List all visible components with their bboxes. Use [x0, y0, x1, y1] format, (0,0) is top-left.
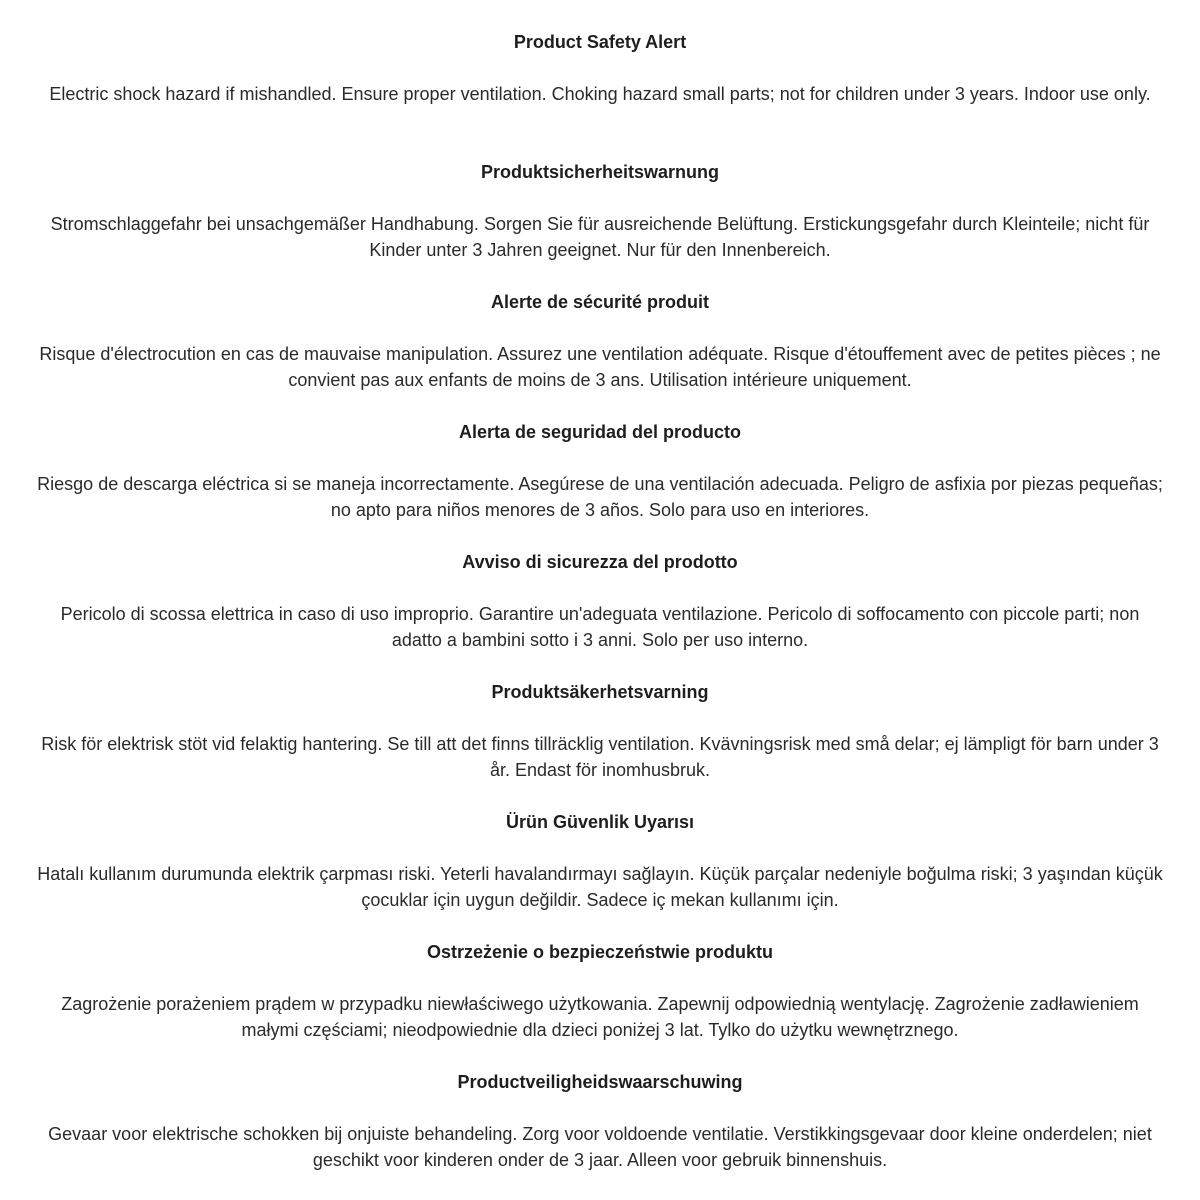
section-text-english: Electric shock hazard if mishandled. Ensure proper ventilation. Choking hazard small parts; not for children under 3 years. Indoor use only. — [49, 84, 1151, 104]
section-text-swedish: Risk för elektrisk stöt vid felaktig hantering. Se till att det finns tillräcklig ventilation. Kvävningsrisk med små delar; ej lämpligt för barn under 3 år. Endast för inomhusbruk. — [41, 734, 1159, 780]
section-text-dutch: Gevaar voor elektrische schokken bij onjuiste behandeling. Zorg voor voldoende ventilatie. Verstikkingsgevaar door kleine onderdelen; niet geschikt voor kinderen onder de 3 jaar. Alleen voor gebruik binnenshuis. — [48, 1124, 1152, 1170]
section-title-english: Product Safety Alert — [513, 32, 687, 52]
section-text-german: Stromschlaggefahr bei unsachgemäßer Handhabung. Sorgen Sie für ausreichende Belüftung. Erstickungsgefahr durch Kleinteile; nicht für Kinder unter 3 Jahren geeignet. Nur für den Innenbereich. — [50, 214, 1150, 260]
section-text-italian: Pericolo di scossa elettrica in caso di uso improprio. Garantire un'adeguata ventilazione. Pericolo di soffocamento con piccole parti; non adatto a bambini sotto i 3 anni. Solo per uso interno. — [60, 604, 1140, 650]
section-italian — [0, 550, 1200, 680]
section-text-turkish: Hatalı kullanım durumunda elektrik çarpması riski. Yeterli havalandırmayı sağlayın. Küçük parçalar nedeniyle boğulma riski; 3 yaşından küçük çocuklar için uygun değildir. Sadece iç mekan kullanımı için. — [37, 864, 1163, 910]
section-title-french: Alerte de sécurité produit — [490, 292, 710, 312]
section-title-spanish: Alerta de seguridad del producto — [458, 422, 742, 442]
section-spanish — [0, 420, 1200, 550]
section-title-polish: Ostrzeżenie o bezpieczeństwie produktu — [426, 942, 774, 962]
section-polish — [0, 940, 1200, 1070]
section-french — [0, 290, 1200, 420]
section-swedish — [0, 680, 1200, 810]
section-english — [0, 30, 1200, 160]
section-title-turkish: Ürün Güvenlik Uyarısı — [505, 812, 695, 832]
section-text-spanish: Riesgo de descarga eléctrica si se maneja incorrectamente. Asegúrese de una ventilación adecuada. Peligro de asfixia por piezas pequeñas; no apto para niños menores de 3 años. Solo para uso en interiores. — [37, 474, 1163, 520]
section-title-dutch: Productveiligheidswaarschuwing — [457, 1072, 743, 1092]
section-german — [0, 160, 1200, 290]
section-title-italian: Avviso di sicurezza del prodotto — [462, 552, 738, 572]
section-title-german: Produktsicherheitswarnung — [480, 162, 720, 182]
section-turkish — [0, 810, 1200, 940]
section-title-swedish: Produktsäkerhetsvarning — [491, 682, 709, 702]
section-text-polish: Zagrożenie porażeniem prądem w przypadku niewłaściwego użytkowania. Zapewnij odpowiednią wentylację. Zagrożenie zadławieniem małymi częściami; nieodpowiednie dla dzieci poniżej 3 lat. Tylko do użytku wewnętrznego. — [61, 994, 1139, 1040]
section-dutch — [0, 1070, 1200, 1200]
section-text-french: Risque d'électrocution en cas de mauvaise manipulation. Assurez une ventilation adéquate. Risque d'étouffement avec de petites pièces ; ne convient pas aux enfants de moins de 3 ans. Utilisation intérieure uniquement. — [39, 344, 1161, 390]
